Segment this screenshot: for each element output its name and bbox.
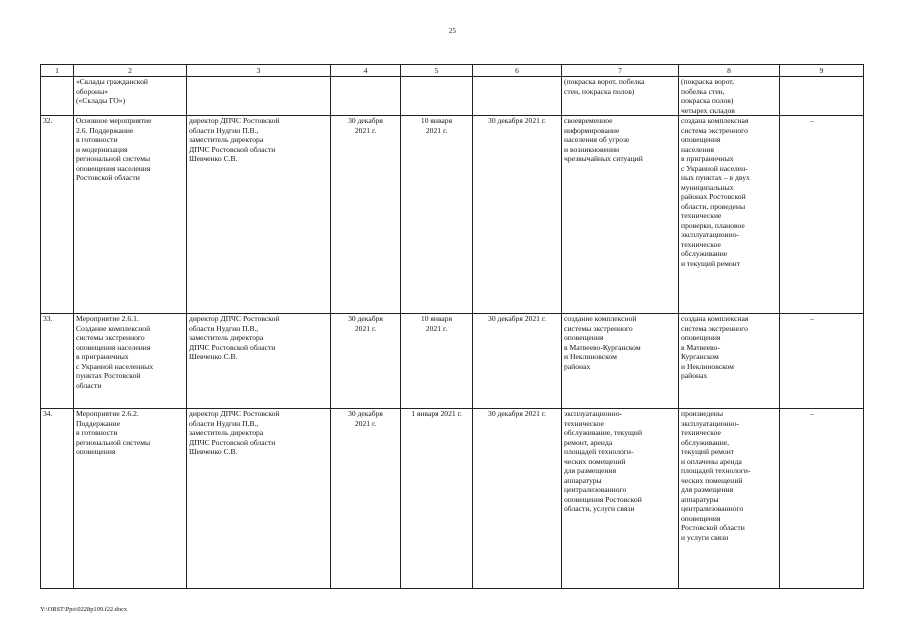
achieved-result-line: текущий ремонт bbox=[681, 447, 735, 456]
activity-name-line: Основное мероприятие bbox=[76, 116, 152, 125]
achieved-result-line: районах bbox=[681, 371, 708, 380]
achieved-result bbox=[679, 116, 780, 314]
responsible-person bbox=[187, 314, 331, 409]
row-number: 33. bbox=[41, 314, 74, 409]
achieved-result-line: создана комплексная bbox=[681, 116, 749, 125]
table-row bbox=[41, 116, 864, 314]
actual-date bbox=[473, 116, 562, 314]
column-number-8: 8 bbox=[679, 65, 780, 77]
achieved-result-line: для размещения bbox=[681, 485, 734, 494]
activity-name-line: Мероприятие 2.6.2. bbox=[76, 409, 139, 418]
actual-date-line: 30 декабря 2021 г. bbox=[488, 314, 546, 323]
expected-result-line: районах bbox=[564, 361, 591, 371]
expected-result-line: централизованного bbox=[564, 485, 627, 494]
activity-name-line: в готовности bbox=[76, 135, 118, 144]
activity-name-line: Мероприятие 2.6.1. bbox=[76, 314, 139, 323]
planned-end-date-line: 2021 г. bbox=[425, 323, 448, 333]
responsible-person-line: заместитель директора bbox=[189, 428, 264, 437]
planned-start-date bbox=[331, 77, 401, 116]
achieved-result-line: система экстренного bbox=[681, 323, 748, 333]
achieved-result-line: в Матвеево- bbox=[681, 342, 720, 352]
activity-name bbox=[74, 116, 187, 314]
achieved-result-line: Курганском bbox=[681, 352, 719, 361]
column-number-4: 4 bbox=[331, 65, 401, 77]
achieved-result-line: площадей технологи- bbox=[681, 466, 751, 475]
column-number-2: 2 bbox=[74, 65, 187, 77]
activity-name-line: («Склады ГО») bbox=[76, 96, 126, 105]
document-file-path: Y:\ORST\Ppo\0228p109.f22.docx bbox=[40, 606, 128, 613]
planned-start-date-line: 30 декабря bbox=[348, 314, 383, 323]
achieved-result-line: населения bbox=[681, 144, 715, 154]
responsible-person bbox=[187, 409, 331, 589]
page-number: 25 bbox=[449, 27, 456, 35]
achieved-result-line: проверки, плановое bbox=[681, 220, 745, 230]
activity-name-line: оповещения bbox=[76, 447, 116, 456]
activity-name bbox=[74, 409, 187, 589]
achieved-result-line: эксплуатационно- bbox=[681, 418, 740, 428]
activity-name bbox=[74, 314, 187, 409]
report-table bbox=[40, 64, 864, 589]
expected-result-line: своевременное bbox=[564, 116, 613, 125]
table-row bbox=[41, 409, 864, 589]
planned-end-date-line: 2021 г. bbox=[425, 125, 448, 135]
activity-name-line: и модернизация bbox=[76, 144, 128, 154]
activity-name-line: в готовности bbox=[76, 428, 118, 437]
activity-name-line: «Склады гражданской bbox=[76, 77, 148, 86]
achieved-result-line: муниципальных bbox=[681, 182, 734, 192]
activity-name-line: с Украиной населенных bbox=[76, 361, 154, 371]
table-row bbox=[41, 314, 864, 409]
achieved-result-line: оповещения bbox=[681, 513, 721, 523]
expected-result-line: информирование bbox=[564, 125, 620, 135]
expected-result-line: (покраска ворот, побелка bbox=[564, 77, 645, 86]
achieved-result-line: обслуживание bbox=[681, 249, 728, 258]
row-number: 32. bbox=[41, 116, 74, 314]
expected-result-line: населения об угрозе bbox=[564, 135, 630, 144]
expected-result bbox=[562, 314, 679, 409]
planned-start-date-line: 30 декабря bbox=[348, 409, 383, 418]
expected-result-line: области, услуги связи bbox=[564, 504, 635, 513]
column-number-9: 9 bbox=[780, 65, 864, 77]
activity-name-line: системы экстренного bbox=[76, 333, 145, 342]
planned-start-date-line: 2021 г. bbox=[354, 418, 377, 428]
planned-start-date bbox=[331, 314, 401, 409]
achieved-result-line: произведены bbox=[681, 409, 723, 418]
actual-date-line: 30 декабря 2021 г. bbox=[488, 116, 546, 125]
achieved-result-line: и оплачены аренда bbox=[681, 456, 742, 466]
planned-end-date-line: 10 января bbox=[420, 116, 453, 125]
column-number-1: 1 bbox=[41, 65, 74, 77]
actual-date bbox=[473, 77, 562, 116]
achieved-result-line: ческих помещений bbox=[681, 475, 743, 485]
achieved-result-line: оповещения bbox=[681, 135, 721, 144]
responsible-person-line: области Нудгин П.В., bbox=[189, 125, 259, 135]
activity-name-line: 2.6. Поддержание bbox=[76, 125, 134, 135]
achieved-result-line: и услуги связи bbox=[681, 532, 729, 542]
expected-result-line: ческих помещений bbox=[564, 456, 626, 466]
achieved-result-line: (покраска ворот, bbox=[681, 77, 734, 86]
actual-date-line: 30 декабря 2021 г. bbox=[488, 409, 546, 418]
planned-end-date-line: 1 января 2021 г. bbox=[411, 409, 462, 418]
activity-name-line: Поддержание bbox=[76, 418, 121, 428]
achieved-result bbox=[679, 409, 780, 589]
note bbox=[780, 77, 864, 116]
column-number-3: 3 bbox=[187, 65, 331, 77]
achieved-result-line: побелка стен, bbox=[681, 86, 725, 96]
activity-name-line: оповещения населения bbox=[76, 163, 151, 173]
responsible-person-line: ДПЧС Ростовской области bbox=[189, 342, 276, 352]
activity-name-line: в приграничных bbox=[76, 352, 129, 361]
achieved-result bbox=[679, 314, 780, 409]
responsible-person-line: ДПЧС Ростовской области bbox=[189, 437, 276, 447]
table-body bbox=[41, 65, 864, 589]
achieved-result-line: оповещения bbox=[681, 333, 721, 342]
expected-result-line: эксплуатационно- bbox=[564, 409, 623, 418]
expected-result bbox=[562, 409, 679, 589]
column-number-7: 7 bbox=[562, 65, 679, 77]
responsible-person-line: ДПЧС Ростовской области bbox=[189, 144, 276, 154]
activity-name bbox=[74, 77, 187, 116]
planned-end-date bbox=[401, 409, 473, 589]
expected-result-line: стен, покраска полов) bbox=[564, 86, 635, 96]
expected-result-line: площадей технологи- bbox=[564, 447, 634, 456]
achieved-result-line: техническое bbox=[681, 239, 721, 249]
planned-start-date bbox=[331, 116, 401, 314]
responsible-person bbox=[187, 77, 331, 116]
row-number bbox=[41, 77, 74, 116]
column-number-5: 5 bbox=[401, 65, 473, 77]
responsible-person-line: заместитель директора bbox=[189, 333, 264, 342]
achieved-result-line: районах Ростовской bbox=[681, 192, 746, 201]
responsible-person-line: Шевченко С.В. bbox=[189, 447, 238, 456]
expected-result-line: системы экстренного bbox=[564, 323, 633, 333]
achieved-result-line: создана комплексная bbox=[681, 314, 749, 323]
activity-name-line: региональной системы bbox=[76, 154, 151, 163]
achieved-result-line: в приграничных bbox=[681, 154, 734, 163]
row-number: 34. bbox=[41, 409, 74, 589]
expected-result-line: оповещения bbox=[564, 333, 604, 342]
achieved-result-line: и текущий ремонт bbox=[681, 258, 741, 268]
expected-result-line: обслуживание, текущий bbox=[564, 428, 643, 437]
achieved-result-line: и Неклиновском bbox=[681, 361, 734, 371]
expected-result-line: техническое bbox=[564, 418, 604, 428]
planned-end-date bbox=[401, 77, 473, 116]
achieved-result-line: четырех складов bbox=[681, 105, 735, 115]
responsible-person-line: заместитель директора bbox=[189, 135, 264, 144]
responsible-person-line: Шевченко С.В. bbox=[189, 352, 238, 361]
achieved-result bbox=[679, 77, 780, 116]
expected-result-line: чрезвычайных ситуаций bbox=[564, 154, 643, 163]
activity-name-line: обороны» bbox=[76, 86, 109, 96]
achieved-result-line: ных пунктах – в двух bbox=[681, 173, 750, 182]
achieved-result-line: централизованного bbox=[681, 504, 744, 513]
expected-result-line: и возникновении bbox=[564, 144, 620, 154]
planned-start-date-line: 2021 г. bbox=[354, 125, 377, 135]
planned-start-date bbox=[331, 409, 401, 589]
responsible-person bbox=[187, 116, 331, 314]
note: – bbox=[780, 314, 864, 409]
planned-end-date-line: 10 января bbox=[420, 314, 453, 323]
responsible-person-line: области Нудгин П.В., bbox=[189, 323, 259, 333]
actual-date bbox=[473, 409, 562, 589]
achieved-result-line: эксплуатационно- bbox=[681, 230, 740, 239]
achieved-result-line: система экстренного bbox=[681, 125, 748, 135]
achieved-result-line: Ростовской области bbox=[681, 523, 745, 532]
note: – bbox=[780, 409, 864, 589]
column-number-6: 6 bbox=[473, 65, 562, 77]
activity-name-line: Ростовской области bbox=[76, 173, 140, 182]
expected-result-line: для размещения bbox=[564, 466, 617, 475]
achieved-result-line: технические bbox=[681, 211, 722, 220]
expected-result-line: и Неклиновском bbox=[564, 352, 617, 361]
responsible-person-line: области Нудгин П.В., bbox=[189, 418, 259, 428]
note: – bbox=[780, 116, 864, 314]
responsible-person-line: Шевченко С.В. bbox=[189, 154, 238, 163]
expected-result bbox=[562, 116, 679, 314]
achieved-result-line: области, проведены bbox=[681, 201, 746, 211]
planned-end-date bbox=[401, 314, 473, 409]
activity-name-line: пунктах Ростовской bbox=[76, 371, 141, 380]
activity-name-line: региональной системы bbox=[76, 437, 151, 447]
achieved-result-line: обслуживание, bbox=[681, 437, 730, 447]
achieved-result-line: покраска полов) bbox=[681, 96, 734, 105]
achieved-result-line: с Украиной населен- bbox=[681, 163, 748, 173]
planned-start-date-line: 30 декабря bbox=[348, 116, 383, 125]
table-row bbox=[41, 77, 864, 116]
expected-result-line: аппаратуры bbox=[564, 475, 602, 485]
expected-result-line: оповещения Ростовской bbox=[564, 494, 642, 504]
responsible-person-line: директор ДПЧС Ростовской bbox=[189, 314, 280, 323]
actual-date bbox=[473, 314, 562, 409]
expected-result-line: создание комплексной bbox=[564, 314, 637, 323]
responsible-person-line: директор ДПЧС Ростовской bbox=[189, 409, 280, 418]
expected-result-line: в Матвеево-Курганском bbox=[564, 342, 641, 352]
activity-name-line: оповещения населения bbox=[76, 342, 151, 352]
column-number-row bbox=[41, 65, 864, 77]
achieved-result-line: аппаратуры bbox=[681, 494, 719, 504]
responsible-person-line: директор ДПЧС Ростовской bbox=[189, 116, 280, 125]
planned-start-date-line: 2021 г. bbox=[354, 323, 377, 333]
planned-end-date bbox=[401, 116, 473, 314]
activity-name-line: области bbox=[76, 380, 102, 390]
activity-name-line: Создание комплексной bbox=[76, 323, 151, 333]
expected-result-line: ремонт, аренда bbox=[564, 437, 613, 447]
expected-result bbox=[562, 77, 679, 116]
achieved-result-line: техническое bbox=[681, 428, 721, 437]
